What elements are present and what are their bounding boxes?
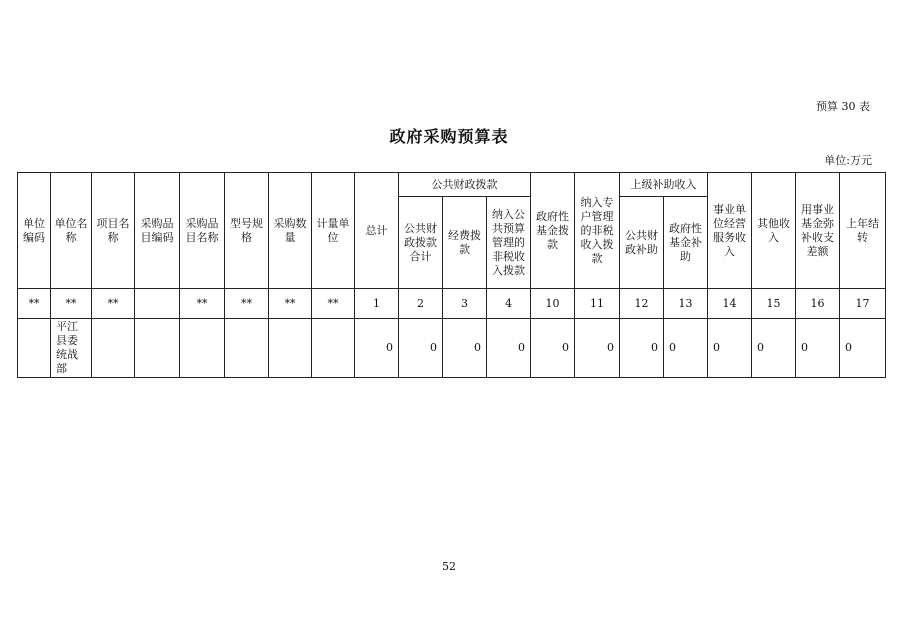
header-quantity: 采购数量 bbox=[269, 173, 312, 289]
header-other-income: 其他收入 bbox=[752, 173, 796, 289]
page-title: 政府采购预算表 bbox=[389, 127, 509, 146]
unit-label: 单位:万元 bbox=[824, 154, 872, 167]
cell-unit-code bbox=[18, 319, 51, 378]
cell-fund-cover: 0 bbox=[796, 319, 840, 378]
procurement-budget-table bbox=[17, 172, 886, 378]
code-row bbox=[18, 289, 886, 319]
code-cell: 3 bbox=[443, 289, 487, 319]
code-cell: 13 bbox=[664, 289, 708, 319]
cell-measure-unit bbox=[312, 319, 355, 378]
header-item-code: 采购品目编码 bbox=[135, 173, 180, 289]
header-fund: 政府性基金拨款 bbox=[531, 173, 575, 289]
code-cell: ** bbox=[18, 289, 51, 319]
code-cell: 10 bbox=[531, 289, 575, 319]
header-item-name: 采购品目名称 bbox=[180, 173, 225, 289]
cell-funding: 0 bbox=[443, 319, 487, 378]
cell-special-nontax: 0 bbox=[575, 319, 620, 378]
header-fund-cover: 用事业基金弥补收支差额 bbox=[796, 173, 840, 289]
cell-public-finance-total: 0 bbox=[399, 319, 443, 378]
cell-unit-name: 平江县委统战部 bbox=[51, 319, 92, 378]
header-unit-name: 单位名称 bbox=[51, 173, 92, 289]
header-project-name: 项目名称 bbox=[92, 173, 135, 289]
code-cell: 11 bbox=[575, 289, 620, 319]
table-row bbox=[18, 319, 886, 378]
code-cell: ** bbox=[180, 289, 225, 319]
code-cell: ** bbox=[92, 289, 135, 319]
code-cell bbox=[135, 289, 180, 319]
cell-quantity bbox=[269, 319, 312, 378]
code-cell: ** bbox=[312, 289, 355, 319]
header-public-nontax: 纳入公共预算管理的非税收入拨款 bbox=[487, 197, 531, 289]
code-cell: ** bbox=[225, 289, 269, 319]
header-total: 总计 bbox=[355, 173, 399, 289]
cell-superior-fund: 0 bbox=[664, 319, 708, 378]
header-special-nontax: 纳入专户管理的非税收入拨款 bbox=[575, 173, 620, 289]
header-unit-code: 单位编码 bbox=[18, 173, 51, 289]
header-superior-fund: 政府性基金补助 bbox=[664, 197, 708, 289]
code-cell: ** bbox=[269, 289, 312, 319]
header-public-finance-group: 公共财政拨款 bbox=[399, 173, 531, 197]
code-cell: ** bbox=[51, 289, 92, 319]
header-carryover: 上年结转 bbox=[840, 173, 886, 289]
header-measure-unit: 计量单位 bbox=[312, 173, 355, 289]
code-cell: 2 bbox=[399, 289, 443, 319]
header-row-group bbox=[18, 173, 886, 197]
cell-carryover: 0 bbox=[840, 319, 886, 378]
cell-model bbox=[225, 319, 269, 378]
header-model: 型号规格 bbox=[225, 173, 269, 289]
cell-fund: 0 bbox=[531, 319, 575, 378]
form-number: 预算 30 表 bbox=[816, 100, 870, 113]
code-cell: 1 bbox=[355, 289, 399, 319]
cell-item-name bbox=[180, 319, 225, 378]
code-cell: 15 bbox=[752, 289, 796, 319]
code-cell: 14 bbox=[708, 289, 752, 319]
header-superior-group: 上级补助收入 bbox=[620, 173, 708, 197]
cell-business-income: 0 bbox=[708, 319, 752, 378]
code-cell: 4 bbox=[487, 289, 531, 319]
cell-project-name bbox=[92, 319, 135, 378]
cell-item-code bbox=[135, 319, 180, 378]
header-superior-public: 公共财政补助 bbox=[620, 197, 664, 289]
header-funding: 经费拨款 bbox=[443, 197, 487, 289]
cell-other-income: 0 bbox=[752, 319, 796, 378]
header-public-finance-total: 公共财政拨款合计 bbox=[399, 197, 443, 289]
header-business-income: 事业单位经营服务收入 bbox=[708, 173, 752, 289]
code-cell: 12 bbox=[620, 289, 664, 319]
code-cell: 17 bbox=[840, 289, 886, 319]
cell-total: 0 bbox=[355, 319, 399, 378]
page-number: 52 bbox=[442, 560, 456, 573]
cell-public-nontax: 0 bbox=[487, 319, 531, 378]
code-cell: 16 bbox=[796, 289, 840, 319]
cell-superior-public: 0 bbox=[620, 319, 664, 378]
